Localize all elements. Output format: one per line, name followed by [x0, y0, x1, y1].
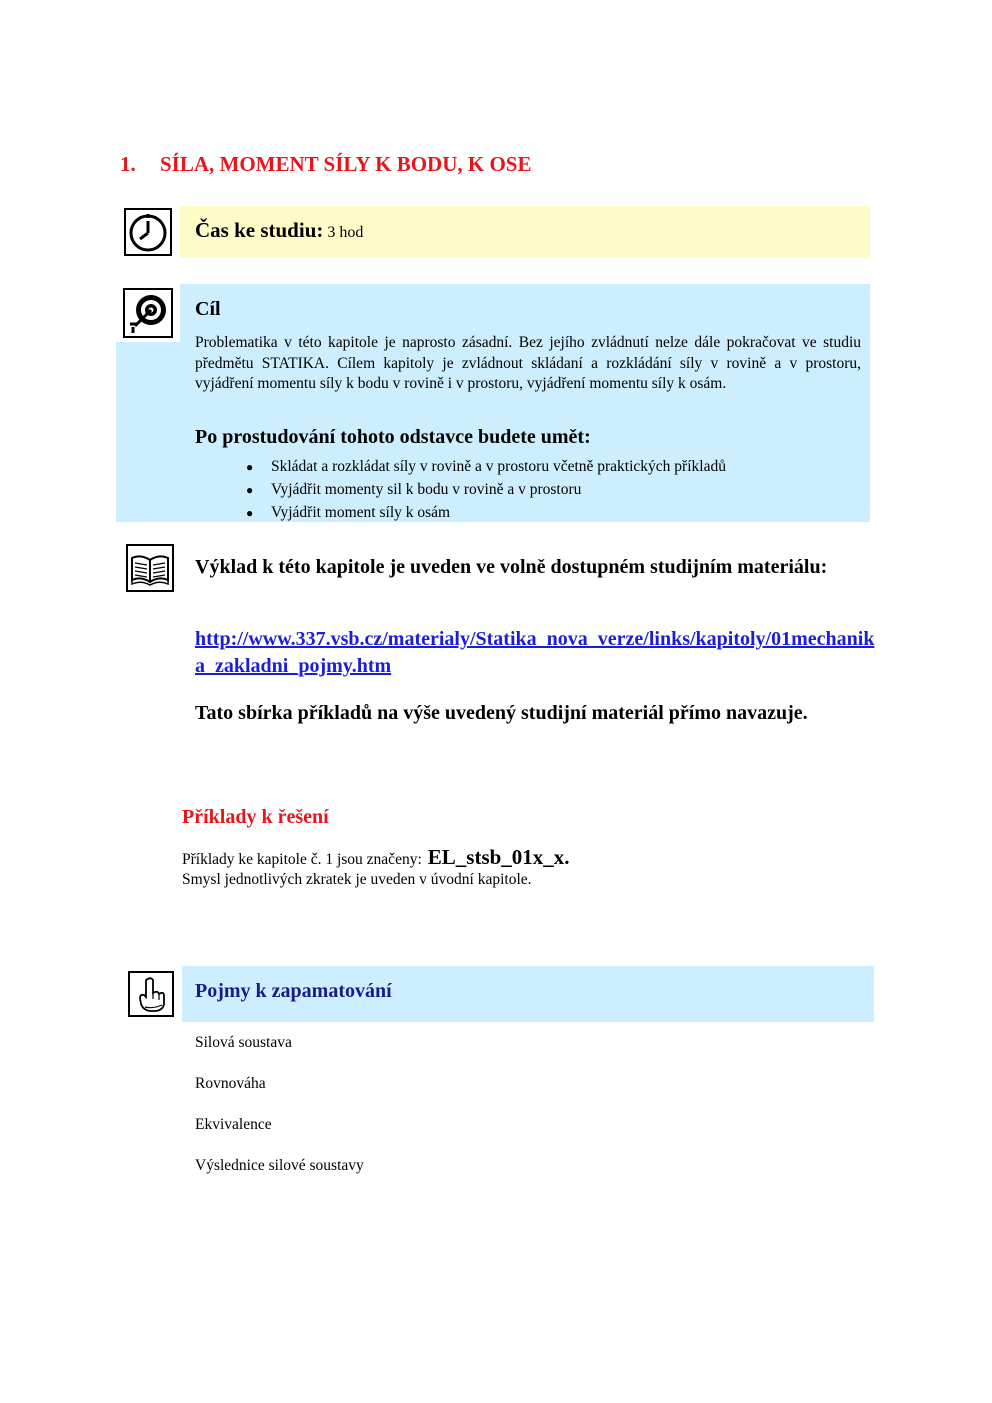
list-item: Ekvivalence [195, 1116, 272, 1133]
study-time-text [195, 218, 363, 243]
list-item: Výslednice silové soustavy [195, 1157, 364, 1174]
goal-text: Problematika v této kapitole je naprosto zásadní. Bez jejího zvládnutí nelze dále pokračovat ve studiu předmětu STATIKA. Cílem kapitoly je zvládnout skládaní a rozkládání síly v rovině a v prostoru, vyjádření momentu síly k bodu v rovině i v prostoru, vyjádření momentu síly k osám. [195, 334, 861, 392]
pointing-hand-icon [128, 971, 174, 1017]
examples-code: EL_stsb_01x_x. [427, 845, 570, 869]
examples-line-1-text: Příklady ke kapitole č. 1 jsou značeny: [182, 851, 422, 868]
target-icon [123, 288, 173, 338]
book-icon [126, 544, 174, 592]
goal-subtitle: Po prostudování tohoto odstavce budete umět: [195, 426, 591, 448]
study-time-box [116, 206, 870, 258]
clock-icon-cell [116, 206, 180, 258]
goal-title: Cíl [195, 298, 221, 320]
clock-icon [124, 208, 172, 256]
terms-title: Pojmy k zapamatování [195, 980, 392, 1002]
explanation-outro: Tato sbírka příkladů na výše uvedený studijní materiál přímo navazuje. [195, 702, 808, 724]
goal-list [246, 455, 726, 524]
list-item: Rovnováha [195, 1075, 266, 1092]
bullet-icon: ● [246, 483, 254, 497]
examples-line-1 [182, 845, 570, 870]
chapter-number: 1. [120, 152, 136, 176]
study-time-label: Čas ke studiu: [195, 218, 324, 242]
explanation-intro: Výklad k této kapitole je uveden ve volně dostupném studijním materiálu: [195, 556, 828, 578]
terms-list [195, 1032, 364, 1196]
pointing-hand-icon-cell [120, 966, 182, 1022]
bullet-icon: ● [246, 506, 254, 520]
study-material-link[interactable]: http://www.337.vsb.cz/materialy/Statika_nova_verze/links/kapitoly/01mechanika_zakladni_pojmy.htm [195, 628, 875, 677]
list-item: ● Skládat a rozkládat síly v rovině a v prostoru včetně praktických příkladů [246, 455, 726, 478]
goal-box [116, 284, 870, 522]
terms-box [120, 966, 874, 1022]
bullet-icon: ● [246, 460, 254, 474]
examples-line-2: Smysl jednotlivých zkratek je uveden v úvodní kapitole. [182, 871, 532, 888]
examples-title: Příklady k řešení [182, 806, 329, 828]
list-item: ● Vyjádřit moment síly k osám [246, 501, 726, 524]
chapter-title-text: SÍLA, MOMENT SÍLY K BODU, K OSE [160, 152, 532, 176]
list-item: ● Vyjádřit momenty sil k bodu v rovině a v prostoru [246, 478, 726, 501]
list-item: Silová soustava [195, 1034, 292, 1051]
chapter-title [120, 152, 531, 177]
target-icon-cell [116, 284, 180, 342]
study-time-value: 3 hod [327, 224, 364, 241]
